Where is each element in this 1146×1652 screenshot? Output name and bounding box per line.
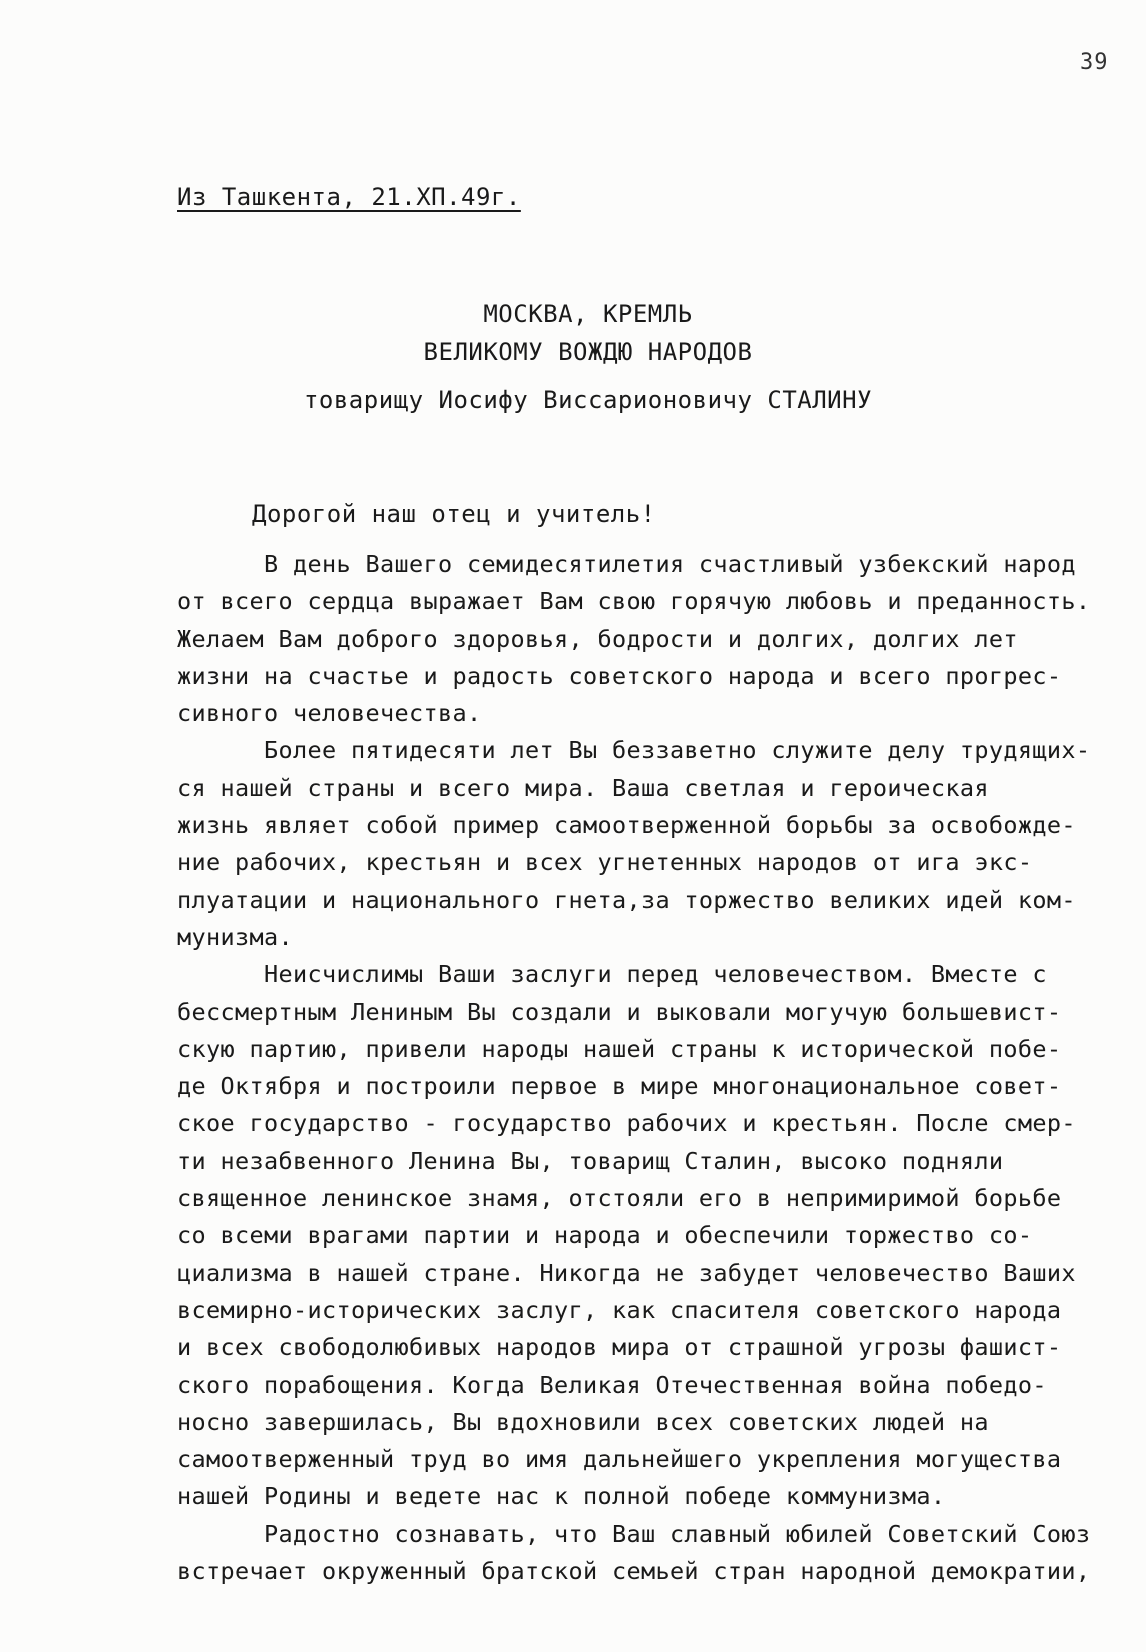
- address-line-3: товарищу Иосифу Виссарионовичу СТАЛИНУ: [303, 386, 873, 414]
- body-line: и всех свободолюбивых народов мира от страшной угрозы фашист-: [177, 1333, 1062, 1362]
- body-line: жизни на счастье и радость советского народа и всего прогрес-: [177, 661, 1062, 690]
- body-line: циализма в нашей стране. Никогда не забудет человечество Ваших: [177, 1258, 1076, 1287]
- origin-date-line: Из Ташкента, 21.ХП.49г.: [177, 183, 521, 211]
- body-line: В день Вашего семидесятилетия счастливый узбекский народ: [177, 550, 1076, 578]
- body-line: мунизма.: [177, 922, 293, 951]
- body-line: со всеми врагами партии и народа и обеспечили торжество со-: [177, 1221, 1033, 1250]
- body-line: священное ленинское знамя, отстояли его в непримиримой борьбе: [177, 1184, 1062, 1213]
- body-line: ского порабощения. Когда Великая Отечественная война победо-: [177, 1370, 1047, 1399]
- page-number: 39: [1080, 50, 1109, 75]
- body-line: бессмертным Лениным Вы создали и выковали могучую большевист-: [177, 997, 1062, 1026]
- body-line: Желаем Вам доброго здоровья, бодрости и долгих, долгих лет: [177, 624, 1018, 653]
- letter-body: [177, 546, 1137, 1590]
- body-line: скую партию, привели народы нашей страны к исторической побе-: [177, 1034, 1062, 1063]
- address-line-1: МОСКВА, КРЕМЛЬ: [483, 300, 693, 328]
- body-line: Неисчислимы Ваши заслуги перед человечеством. Вместе с: [177, 960, 1047, 989]
- body-line: ти незабвенного Ленина Вы, товарищ Сталин, высоко подняли: [177, 1146, 1004, 1175]
- greeting: Дорогой наш отец и учитель!: [252, 500, 656, 528]
- body-line: ся нашей страны и всего мира. Ваша светлая и героическая: [177, 773, 989, 802]
- body-line: от всего сердца выражает Вам свою горячую любовь и преданность.: [177, 587, 1091, 616]
- body-line: сивного человечества.: [177, 699, 482, 728]
- body-line: носно завершилась, Вы вдохновили всех советских людей на: [177, 1407, 989, 1436]
- body-line: ние рабочих, крестьян и всех угнетенных народов от ига экс-: [177, 848, 1033, 877]
- body-line: нашей Родины и ведете нас к полной победе коммунизма.: [177, 1482, 946, 1511]
- body-line: самоотверженный труд во имя дальнейшего укрепления могущества: [177, 1445, 1062, 1474]
- body-line: всемирно-исторических заслуг, как спасителя советского народа: [177, 1295, 1062, 1324]
- body-line: Радостно сознавать, что Ваш славный юбилей Советский Союз: [177, 1519, 1091, 1548]
- body-line: плуатации и национального гнета,за торжество великих идей ком-: [177, 885, 1076, 914]
- body-line: ское государство - государство рабочих и крестьян. После смер-: [177, 1109, 1076, 1138]
- address-line-2: ВЕЛИКОМУ ВОЖДЮ НАРОДОВ: [423, 338, 753, 366]
- body-line: встречает окруженный братской семьей стран народной демократии,: [177, 1557, 1091, 1586]
- body-line: жизнь являет собой пример самоотверженной борьбы за освобожде-: [177, 811, 1076, 840]
- body-line: де Октября и построили первое в мире многонациональное совет-: [177, 1072, 1062, 1101]
- body-line: Более пятидесяти лет Вы беззаветно служите делу трудящих-: [177, 736, 1091, 765]
